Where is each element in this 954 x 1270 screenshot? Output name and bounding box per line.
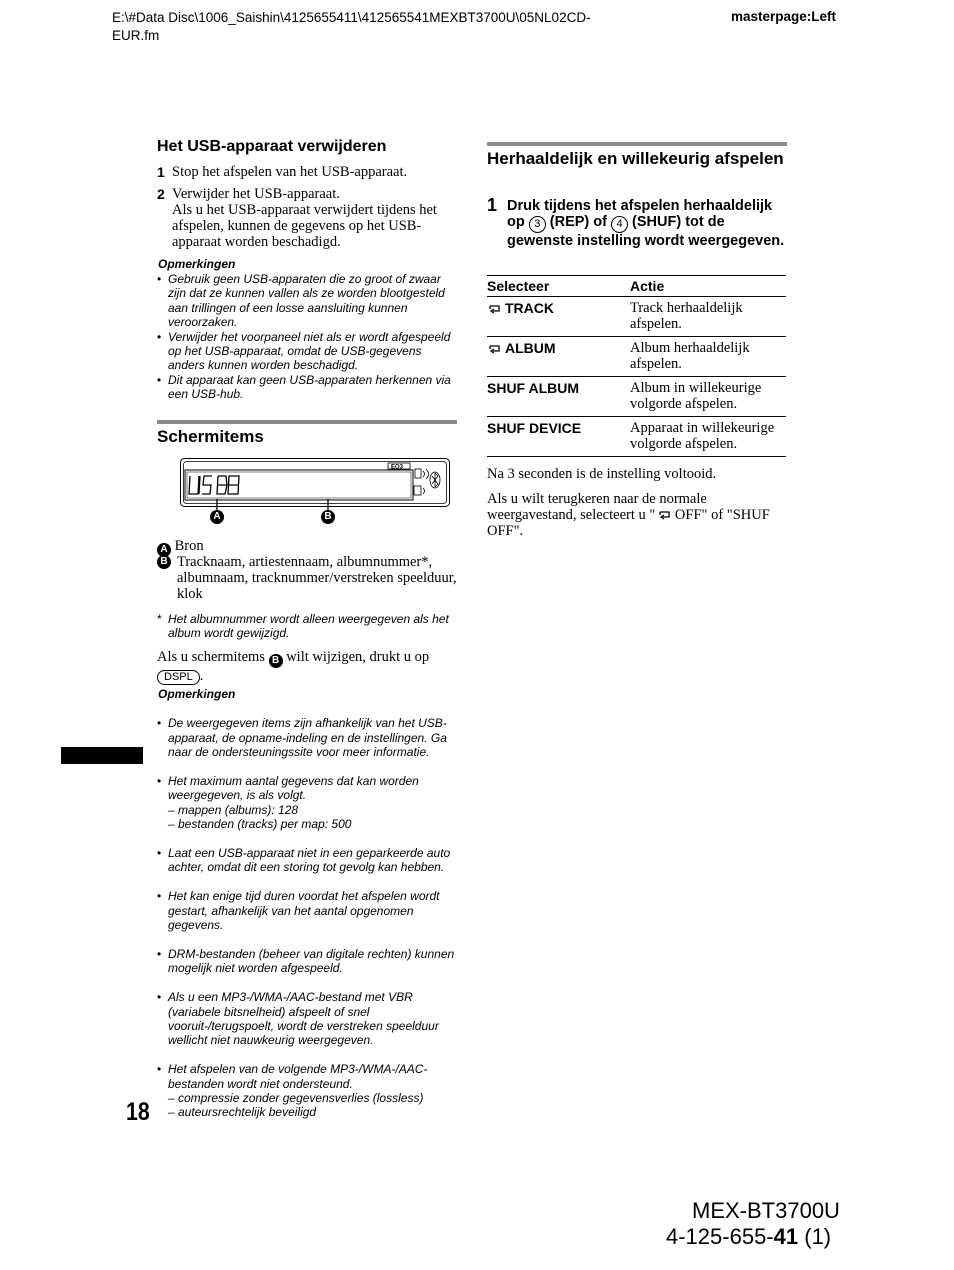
step-number: 2 — [157, 186, 165, 202]
action-cell: Album in willekeurige volgorde afspelen. — [630, 377, 786, 417]
key-4: 4 — [611, 216, 628, 233]
table-header-row — [487, 276, 786, 297]
code-bold: 41 — [773, 1224, 799, 1249]
display-items-heading: Schermitems — [157, 427, 264, 446]
para2-pre: Als u wilt terugkeren naar de normale weergavestand, selecteert u " — [487, 491, 707, 523]
callout-b-icon: B — [157, 555, 171, 569]
callout-b-inline: B — [269, 654, 283, 668]
footnote — [157, 612, 457, 641]
step-number: 1 — [157, 164, 165, 180]
step-number: 1 — [487, 195, 498, 215]
note-item: • De weergegeven items zijn afhankelijk van het USB-apparaat, de opname-indeling en de instellingen. Ga naar de ondersteuningssite voor meer informatie. — [157, 716, 459, 759]
legend-b — [157, 554, 457, 602]
code-post: (1) — [798, 1224, 832, 1249]
step-text: Verwijder het USB-apparaat. — [172, 186, 340, 202]
rep-label: (REP) of — [549, 214, 607, 230]
footnote-text: Het albumnummer wordt alleen weergegeven als het album wordt gewijzigd. — [168, 612, 449, 641]
table-row — [487, 377, 786, 417]
note-item: • Dit apparaat kan geen USB-apparaten herkennen via een USB-hub. — [157, 373, 457, 402]
table-row — [487, 297, 786, 337]
step-text — [507, 198, 787, 249]
select-label: ALBUM — [505, 340, 556, 356]
paragraph-return-normal — [487, 491, 787, 539]
table-row — [487, 417, 786, 457]
change-text-end: . — [199, 668, 204, 684]
change-text-pre: Als u schermitems — [157, 649, 265, 665]
note-item: • DRM-bestanden (beheer van digitale rechten) kunnen mogelijk niet worden afgespeeld. — [157, 947, 459, 976]
select-cell — [487, 297, 630, 337]
repeat-icon — [657, 510, 671, 520]
section-rule — [157, 420, 457, 424]
code-pre: 4-125-655- — [666, 1224, 774, 1249]
col-select-header: Selecteer — [487, 276, 630, 297]
note-item: • Gebruik geen USB-apparaten die zo groot of zwaar zijn dat ze kunnen vallen als ze worden blootgesteld aan trillingen of een losse aansluiting kunnen veroorzaken. — [157, 272, 457, 330]
table-row — [487, 337, 786, 377]
file-path-line1: E:\#Data Disc\1006_Saishin\4125655411\412565541MEXBT3700U\05NL02CD- — [112, 10, 591, 25]
notes-title: Opmerkingen — [158, 687, 236, 701]
para2-post: OFF" of "SHUF OFF". — [487, 507, 770, 539]
select-cell — [487, 337, 630, 377]
key-3: 3 — [529, 216, 546, 233]
repeat-icon — [487, 304, 501, 314]
note-item: • Het kan enige tijd duren voordat het afspelen wordt gestart, afhankelijk van het aantal opgenomen gegevens. — [157, 889, 459, 932]
product-code — [666, 1224, 831, 1250]
action-cell: Album herhaaldelijk afspelen. — [630, 337, 786, 377]
file-path — [112, 9, 672, 45]
usb-remove-notes — [157, 272, 457, 402]
action-cell: Track herhaaldelijk afspelen. — [630, 297, 786, 337]
step-2 — [157, 186, 457, 250]
repeat-step-1 — [487, 195, 787, 249]
usb-remove-heading: Het USB-apparaat verwijderen — [157, 138, 387, 155]
page-number: 18 — [126, 1098, 150, 1126]
select-cell: SHUF ALBUM — [487, 377, 630, 417]
note-item: • Laat een USB-apparaat niet in een geparkeerde auto achter, omdat dit een storing tot gevolg kan hebben. — [157, 846, 459, 875]
note-item: • Het afspelen van de volgende MP3-/WMA-/AAC-bestanden wordt niet ondersteund. – compressie zonder gegevensverlies (lossless) – auteursrechtelijk beveiligd — [157, 1062, 459, 1120]
step-text-post: (SHUF) tot de gewenste instelling wordt weergegeven. — [507, 214, 785, 249]
legend-a-text: Bron — [174, 538, 204, 554]
paragraph-timeout: Na 3 seconden is de instelling voltooid. — [487, 466, 717, 482]
section-rule — [487, 142, 787, 146]
repeat-shuffle-table — [487, 275, 786, 457]
display-notes — [157, 702, 459, 1134]
repeat-icon — [487, 344, 501, 354]
select-cell: SHUF DEVICE — [487, 417, 630, 457]
callout-b: B — [321, 510, 335, 524]
repeat-shuffle-heading: Herhaaldelijk en willekeurig afspelen — [487, 149, 784, 168]
step-detail: Als u het USB-apparaat verwijdert tijdens het afspelen, kunnen de gegevens op het USB-apparaat worden beschadigd. — [172, 202, 437, 250]
margin-tab — [61, 747, 143, 764]
model-number: MEX-BT3700U — [692, 1198, 840, 1223]
footnote-mark: * — [157, 612, 162, 626]
masterpage-label: masterpage:Left — [731, 9, 837, 24]
step-text: Stop het afspelen van het USB-apparaat. — [172, 164, 408, 180]
note-item: • Het maximum aantal gegevens dat kan worden weergegeven, is als volgt. – mappen (albums): 128 – bestanden (tracks) per map: 500 — [157, 774, 459, 832]
legend-b-text: Tracknaam, artiestennaam, albumnummer*, albumnaam, tracknummer/verstreken speelduur, klok — [177, 554, 457, 602]
col-action-header: Actie — [630, 276, 786, 297]
note-item: • Als u een MP3-/WMA-/AAC-bestand met VBR (variabele bitsnelheid) afspeelt of snel vooruit-/terugspoelt, wordt de verstreken speelduur wellicht niet nauwkeurig weergegeven. — [157, 990, 459, 1048]
svg-text:EQ3: EQ3 — [391, 464, 404, 471]
note-item: • Verwijder het voorpaneel niet als er wordt afgespeeld op het USB-apparaat, omdat de USB-gegevens anders kunnen worden beschadigd. — [157, 330, 457, 373]
select-label: TRACK — [505, 300, 554, 316]
dspl-button: DSPL — [157, 670, 200, 685]
file-path-line2: EUR.fm — [112, 28, 160, 43]
notes-title: Opmerkingen — [158, 257, 236, 271]
step-1 — [157, 164, 457, 180]
change-text-post: wilt wijzigen, drukt u op — [286, 649, 430, 665]
change-display-instruction — [157, 649, 457, 685]
step-text-pre: Druk tijdens het afspelen herhaaldelijk op — [507, 198, 773, 230]
action-cell: Apparaat in willekeurige volgorde afspelen. — [630, 417, 786, 457]
callout-a: A — [210, 510, 224, 524]
callout-a-icon: A — [157, 543, 171, 557]
